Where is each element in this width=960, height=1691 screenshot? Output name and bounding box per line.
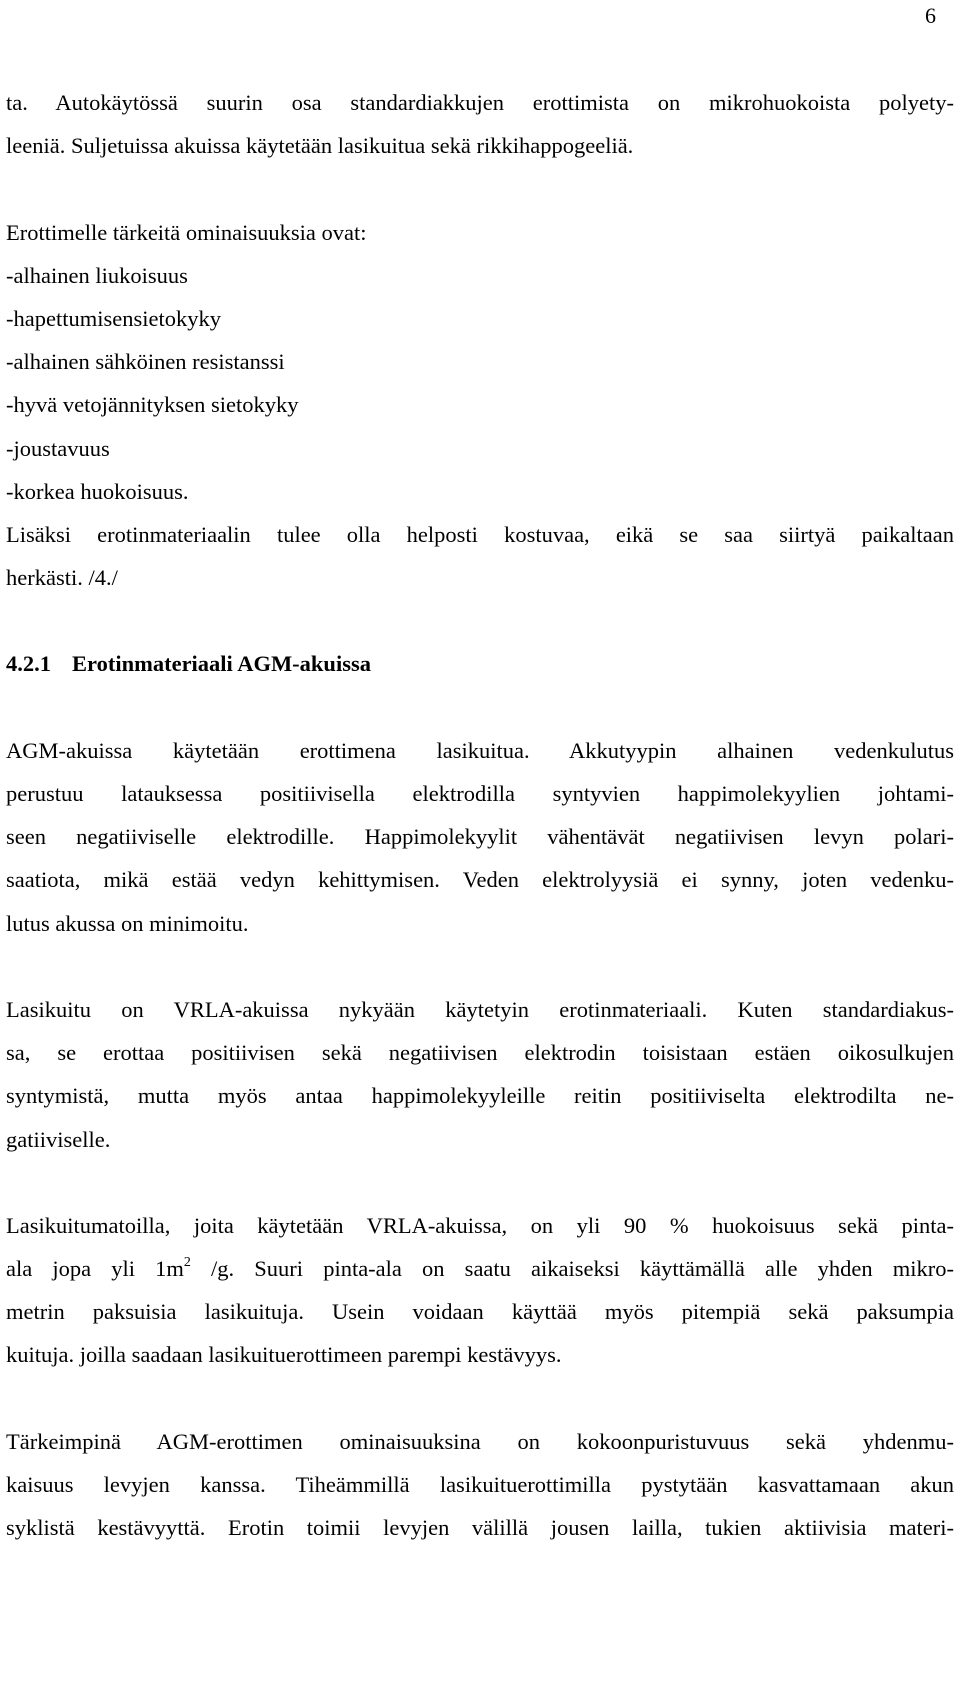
text-line: kaisuus levyjen kanssa. Tiheämmillä lasikuituerottimilla pystytään kasvattamaan akun [6,1472,954,1497]
paragraph-glassfiber [6,988,954,1161]
paragraph-mats [6,1204,954,1377]
text-line: saatiota, mikä estää vedyn kehittymisen. Veden elektrolyysiä ei synny, joten vedenku- [6,867,954,893]
text-line: perustuu latauksessa positiivisella elektrodilla syntyvien happimolekyylien johtami- [6,781,954,806]
properties-list [6,211,954,513]
document-body [6,81,954,1549]
list-item: -hapettumisensietokyky [6,305,221,331]
text-line: Lasikuitu on VRLA-akuissa nykyään käytetyin erotinmateriaali. Kuten standardiakus- [6,996,954,1022]
text-line: kuituja. joilla saadaan lasikuituerottimeen parempi kestävyys. [6,1342,562,1368]
section-title: Erotinmateriaali AGM-akuissa [72,651,371,677]
paragraph-agm [6,729,954,945]
page-number: 6 [925,3,936,28]
text-line: Lisäksi erotinmateriaalin tulee olla helposti kostuvaa, eikä se saa siirtyä paikaltaan [6,521,954,547]
section-number: 4.2.1 [6,651,51,677]
text-line: leeniä. Suljetuissa akuissa käytetään lasikuitua sekä rikkihappogeeliä. [6,133,634,159]
text-line: lutus akussa on minimoitu. [6,910,249,936]
intro-paragraph [6,81,954,167]
list-item: -alhainen sähköinen resistanssi [6,349,285,375]
list-item: -hyvä vetojännityksen sietokyky [6,392,299,418]
paragraph-properties [6,1420,954,1550]
superscript: 2 [183,1255,191,1271]
text-line: herkästi. /4./ [6,565,118,591]
text-line: syntymistä, mutta myös antaa happimolekyyleille reitin positiiviselta elektrodilta ne- [6,1083,954,1109]
text-line: gatiiviselle. [6,1126,111,1152]
list-intro: Erottimelle tärkeitä ominaisuuksia ovat: [6,219,367,245]
text-line: ta. Autokäytössä suurin osa standardiakkujen erottimista on mikrohuokoista polyety- [6,90,954,115]
text-line: Lasikuitumatoilla, joita käytetään VRLA-akuissa, on yli 90 % huokoisuus sekä pinta- [6,1212,954,1238]
list-item: -joustavuus [6,435,110,461]
addition-paragraph [6,513,954,599]
list-item: -alhainen liukoisuus [6,262,188,288]
text-line: sa, se erottaa positiivisen sekä negatiivisen elektrodin toisistaan estäen oikosulkujen [6,1040,954,1066]
text-line: metrin paksuisia lasikuituja. Usein voidaan käyttää myös pitempiä sekä paksumpia [6,1299,954,1325]
text-line: AGM-akuissa käytetään erottimena lasikuitua. Akkutyypin alhainen vedenkulutus [6,737,954,763]
section-heading [6,642,954,685]
text-line: seen negatiiviselle elektrodille. Happimolekyylit vähentävät negatiivisen levyn polari- [6,824,954,850]
list-item: -korkea huokoisuus. [6,478,189,504]
text-line: Tärkeimpinä AGM-erottimen ominaisuuksina on kokoonpuristuvuus sekä yhdenmu- [6,1428,954,1454]
text-line: ala jopa yli $1m^2$ /g. Suuri pinta-ala on saatu aikaiseksi käyttämällä alle yhden mikro- [6,1255,954,1282]
text-line: syklistä kestävyyttä. Erotin toimii levyjen välillä jousen lailla, tukien aktiivisia materi- [6,1515,954,1541]
